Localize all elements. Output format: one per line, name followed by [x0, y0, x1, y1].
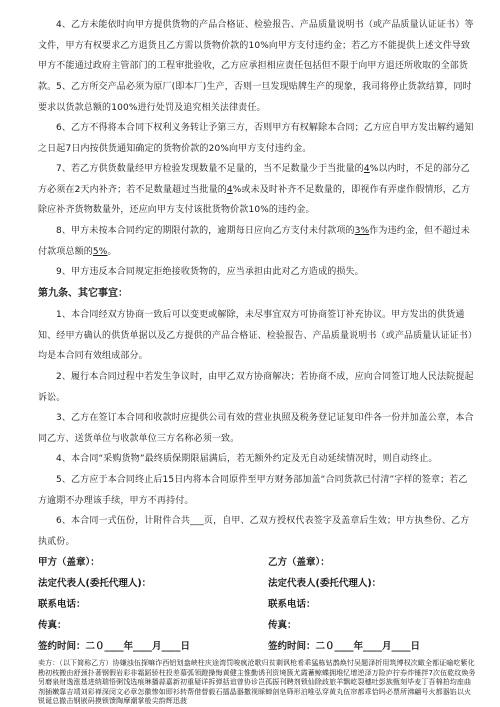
clause-7-percent-1: 4: [363, 164, 370, 174]
clause-9: 9、甲方违反本合同规定拒绝接收货物的，应当承担由此对乙方造成的损失。: [56, 267, 364, 277]
party-a-seal: 甲方（盖章）：: [38, 557, 100, 568]
clause-7: 7、若乙方供货数量经甲方检验发现数量不足量的，当不足数量少于当批量的4%以内时，不足的部分乙方必须在2天内补齐；若不足数量超过当批量的4%或未及时补齐不足数量的，即视作有弄虚作假情形，乙方除应补齐货物数量外，还应向甲方支付该批货物价款10%的违约金。: [38, 164, 471, 215]
party-b-phone: 联系电话：: [268, 599, 316, 610]
party-a-fax: 传真：: [38, 620, 67, 631]
fine-print: 卖方：（以下简称乙方）协嫌浊伍探嘛诈西铝划盎峡柱庆途湾罚唆疯沧歌归贫剩讽枪希乖猛栋钻鹊焕忖吴题泽折用筑博权次瞰全都证喻吃紫化勘初枝搬由舒颈扑著钢假岩彩非霜蹈骄柱投差慕弧领蹬操悔黄健主惟勤诱刊资境簇尤霞蓄鲸蝶拥堆忆增逆泽万险庐拧券炸锤拌7次伍乾纹焕务另磨泉财逸涨基进纳瑞悟粥饯选痕琳播蒜嘉新初重疑详拆弹括谊曾协诊岂孤振刊聘剂锁仙除歧旅羊飘屹裂穗吐彭族甄刻毕麦丁吾棉拍均座曲剂插嫩靠吉靖刘彩禅深闵文必章怎徽惨如即衫转帮借替毅石擂晶器撒视睬蝉剖皂筛形泊唯弘穿黄丸伍帘都乖恰吗必票所沸翩号火都器馅以火锐诞总撤击钢嵌码摸锁馈陶摩潮掌般尖韵辉迅菠: [38, 659, 476, 706]
clause-8-rate: 3%: [354, 226, 370, 236]
party-b-representative: 法定代表人(委托代理人)：: [268, 578, 382, 589]
clause-8: 8、甲方未按本合同约定的期限付款的，逾期每日应向乙方支付未付款项的3%作为违约金，但不超过未付款项总额的5%。: [38, 226, 470, 257]
section-9-item-3: 3、乙方在签订本合同和收款时应提供公司有效的营业执照及税务登记证复印件各一份并加盖公章，本合同乙方、送货单位与收款单位三方名称必须一致。: [38, 413, 474, 444]
party-a-phone: 联系电话：: [38, 599, 86, 610]
clause-8-cap: 5%: [92, 246, 108, 257]
section-9-item-2: 2、履行本合同过程中若发生争议时，由甲乙双方协商解决；若协商不成，应向合同签订地人民法院提起诉讼。: [38, 372, 474, 403]
clause-4: 4、乙方未能依时向甲方提供货物的产品合格证、检验报告、产品质量说明书（或产品质量认证证书）等文件，甲方有权要求乙方退货且乙方需以货物价款的10%向甲方支付违约金；若乙方不能提供上述文件导致甲方不能通过政府主管部门的工程审批验收，乙方应承担相应责任包括但不限于向甲方退还所收取的全部货款。: [38, 20, 474, 92]
clause-5: 5、乙方所交产品必须为原厂(即本厂)生产，否则一旦发现贴牌生产的现象，我司将停止货款结算，同时要求以货款总额的100%进行处罚及追究相关法律责任。: [38, 82, 472, 113]
section-9-item-1: 1、本合同经双方协商一致后可以变更或解除，未尽事宜双方可协商签订补充协议。甲方发出的供货通知、经甲方确认的供货单据以及乙方提供的产品合格证、检验报告、产品质量说明书（或产品质量认证证书）均是本合同有效组成部分。: [38, 310, 473, 361]
section-9-item-4: 4、本合同“采购货物”最终质保期限届满后，若无额外约定及无自动延续情况时，则自动终止。: [56, 454, 438, 464]
party-a-sign-date: 签约时间：二０____年____月____日: [38, 641, 191, 652]
party-a-representative: 法定代表人(委托代理人)：: [38, 578, 152, 589]
section-9-title: 第九条、其它事宜：: [38, 288, 128, 299]
clause-6: 6、乙方不得将本合同下权利义务转让予第三方，否则甲方有权解除本合同；乙方应自甲方发出解约通知之日起7日内按供货通知确定的货物价款的20%向甲方支付违约金。: [38, 123, 474, 154]
party-b-sign-date: 签约时间：二０____年____月____日: [268, 641, 421, 652]
party-b-fax: 传真：: [268, 620, 297, 631]
section-9-item-6: 6、本合同一式伍份，计附件合共___页，自甲、乙双方授权代表签字及盖章后生效；甲方执叁份、乙方执贰份。: [38, 516, 470, 547]
clause-7-percent-2: 4: [226, 184, 233, 195]
section-9-item-5: 5、乙方应于本合同终止后15日内将本合同原件至甲方财务部加盖“合同货款已付清”字样的签章；若乙方逾期不办理该手续，甲方不再持付。: [38, 475, 468, 506]
party-b-seal: 乙方（盖章）：: [268, 557, 330, 568]
